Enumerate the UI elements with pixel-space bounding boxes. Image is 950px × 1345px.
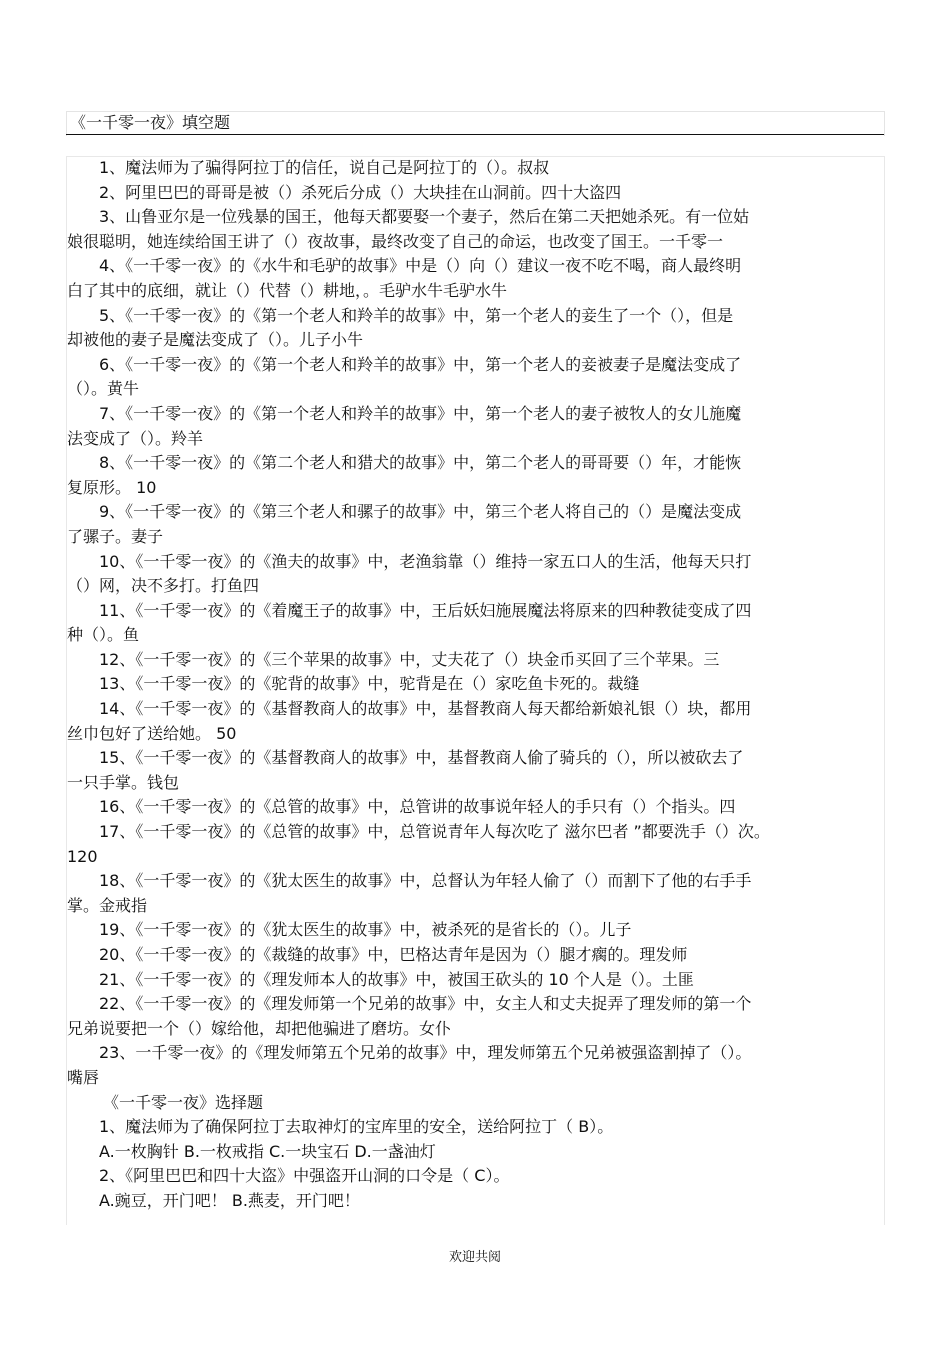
- text-line: 1、魔法师为了骗得阿拉丁的信任，说自己是阿拉丁的（）。叔叔: [99, 158, 550, 177]
- text-line: 8、《一千零一夜》的《第二个老人和猎犬的故事》中，第二个老人的哥哥要（）年，才能恢: [99, 453, 742, 473]
- text-line: 11、《一千零一夜》的《着魔王子的故事》中，王后妖妇施展魔法将原来的四种教徒变成了四: [99, 600, 752, 620]
- page-footer: 欢迎共阅: [448, 1250, 501, 1265]
- text-line: 13、《一千零一夜》的《驼背的故事》中，驼背是在（）家吃鱼卡死的。裁缝: [99, 674, 640, 694]
- text-line: 16、《一千零一夜》的《总管的故事》中，总管讲的故事说年轻人的手只有（）个指头。四: [99, 797, 736, 817]
- text-line: 《一千零一夜》选择题: [103, 1092, 264, 1112]
- text-line: 10、《一千零一夜》的《渔夫的故事》中，老渔翁靠（）维持一家五口人的生活，他每天只打: [99, 551, 752, 571]
- text-line: 21、《一千零一夜》的《理发师本人的故事》中，被国王砍头的 10 个人是（）。土匪: [99, 969, 694, 989]
- text-line: A.豌豆，开门吧！ B.燕麦，开门吧！: [99, 1190, 360, 1210]
- text-line: 丝巾包好了送给她。 50: [67, 723, 237, 743]
- text-line: 15、《一千零一夜》的《基督教商人的故事》中，基督教商人偷了骑兵的（），所以被砍去了: [99, 748, 744, 768]
- text-line: 兄弟说要把一个（）嫁给他，却把他骗进了磨坊。女仆: [67, 1018, 452, 1038]
- text-line: 17、《一千零一夜》的《总管的故事》中，总管说青年人每次吃了 滋尔巴者 ”都要洗手（）次。: [99, 822, 770, 842]
- text-line: 2、阿里巴巴的哥哥是被（）杀死后分成（）大块挂在山洞前。四十大盗四: [99, 182, 622, 202]
- text-line: 7、《一千零一夜》的《第一个老人和羚羊的故事》中，第一个老人的妻子被牧人的女儿施魔: [99, 403, 742, 423]
- text-line: （）网，决不多打。打鱼四: [67, 576, 260, 596]
- text-line: 5、《一千零一夜》的《第一个老人和羚羊的故事》中，第一个老人的妾生了一个（），但是: [99, 305, 734, 325]
- text-line: 12、《一千零一夜》的《三个苹果的故事》中，丈夫花了（）块金币买回了三个苹果。三: [99, 649, 720, 669]
- text-line: 6、《一千零一夜》的《第一个老人和羚羊的故事》中，第一个老人的妾被妻子是魔法变成了: [99, 354, 742, 374]
- text-line: A.一枚胸针 B.一枚戒指 C.一块宝石 D.一盏油灯: [99, 1141, 436, 1161]
- header-divider: [66, 134, 884, 135]
- text-line: 了骡子。妻子: [67, 526, 164, 546]
- text-line: 19、《一千零一夜》的《犹太医生的故事》中，被杀死的是省长的（）。儿子: [99, 920, 632, 940]
- text-line: 9、《一千零一夜》的《第三个老人和骡子的故事》中，第三个老人将自己的（）是魔法变成: [99, 502, 742, 522]
- text-line: 种（）。鱼: [67, 625, 140, 645]
- text-line: 掌。金戒指: [67, 895, 148, 915]
- text-line: 法变成了（）。羚羊: [67, 428, 204, 448]
- text-line: 嘴唇: [67, 1067, 100, 1087]
- text-line: 娘很聪明，她连续给国王讲了（）夜故事，最终改变了自己的命运，也改变了国王。一千零一: [67, 231, 724, 251]
- text-line: 白了其中的底细，就让（）代替（）耕地，。毛驴水牛毛驴水牛: [67, 280, 508, 300]
- text-line: 14、《一千零一夜》的《基督教商人的故事》中，基督教商人每天都给新娘礼银（）块，都用: [99, 699, 752, 719]
- text-line: 复原形。 10: [67, 477, 157, 497]
- text-line: 4、《一千零一夜》的《水牛和毛驴的故事》中是（）向（）建议一夜不吃不喝，商人最终明: [99, 256, 742, 276]
- text-line: 1、魔法师为了确保阿拉丁去取神灯的宝库里的安全，送给阿拉丁（ B）。: [99, 1117, 614, 1137]
- text-line: 20、《一千零一夜》的《裁缝的故事》中，巴格达青年是因为（）腿才瘸的。理发师: [99, 945, 688, 964]
- text-line: 23、一千零一夜》的《理发师第五个兄弟的故事》中，理发师第五个兄弟被强盗割掉了（）。: [99, 1043, 752, 1063]
- text-line: 2、《阿里巴巴和四十大盗》中强盗开山洞的口令是（ C）。: [99, 1166, 510, 1186]
- page-title: 《一千零一夜》填空题: [70, 113, 231, 132]
- text-line: 却被他的妻子是魔法变成了（）。儿子小牛: [67, 330, 364, 350]
- text-line: 18、《一千零一夜》的《犹太医生的故事》中，总督认为年轻人偷了（）而割下了他的右手手: [99, 871, 752, 891]
- document-body: [67, 156, 885, 1214]
- text-line: 22、《一千零一夜》的《理发师第一个兄弟的故事》中，女主人和丈夫捉弄了理发师的第一个: [99, 994, 752, 1014]
- text-line: 一只手掌。钱包: [67, 772, 180, 792]
- text-line: 120: [67, 846, 98, 866]
- text-line: （）。黄牛: [67, 379, 140, 399]
- text-line: 3、山鲁亚尔是一位残暴的国王，他每天都要娶一个妻子，然后在第二天把她杀死。有一位姑: [99, 207, 750, 227]
